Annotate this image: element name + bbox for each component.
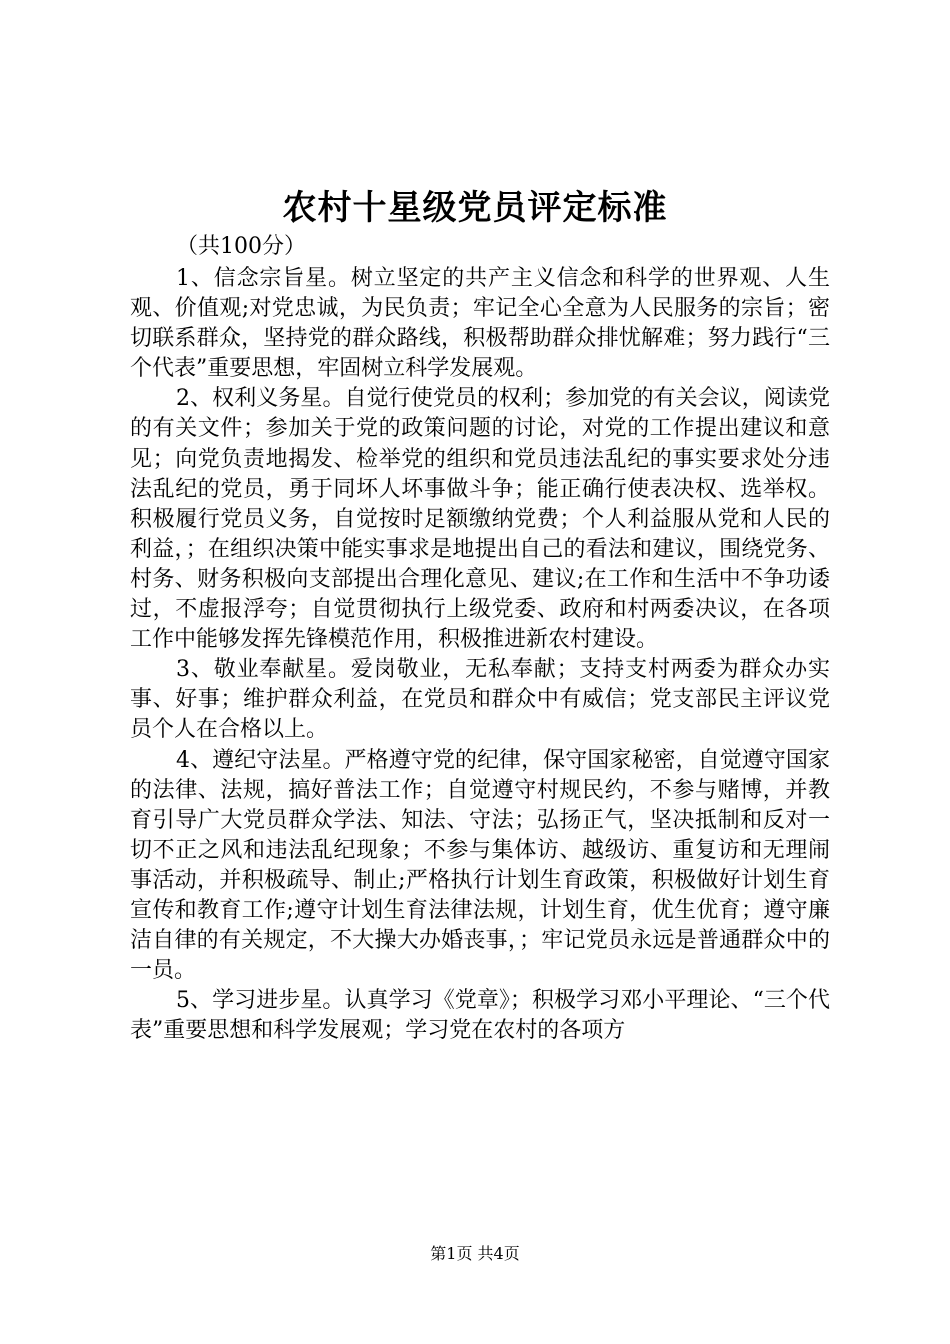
paragraph-learning-star: 5、学习进步星。认真学习《党章》；积极学习邓小平理论、“三个代表”重要思想和科学发展观；学习党在农村的各项方 bbox=[130, 988, 830, 1044]
paragraph-law-abiding-star: 4、遵纪守法星。严格遵守党的纪律，保守国家秘密，自觉遵守国家的法律、法规，搞好普法工作；自觉遵守村规民约，不参与赌博，并教育引导广大党员群众学法、知法、守法；弘扬正气，坚决抵制和反对一切不正之风和违法乱纪现象；不参与集体访、越级访、重复访和无理闹事活动，并积极疏导、制止;严格执行计划生育政策，积极做好计划生育宣传和教育工作;遵守计划生育法律法规，计划生育，优生优育；遵守廉洁自律的有关规定，不大操大办婚丧事，；牢记党员永远是普通群众中的一员。 bbox=[130, 747, 830, 984]
document-body bbox=[130, 264, 830, 1046]
page-title: 农村十星级党员评定标准 bbox=[282, 188, 668, 228]
page-footer: 第1页 共4页 bbox=[430, 1244, 520, 1263]
score-total-note: （共100分） bbox=[176, 234, 306, 259]
paragraph-dedication-star: 3、敬业奉献星。爱岗敬业，无私奉献；支持支村两委为群众办实事、好事；维护群众利益，在党员和群众中有威信；党支部民主评议党员个人在合格以上。 bbox=[130, 657, 830, 743]
paragraph-belief-star: 1、信念宗旨星。树立坚定的共产主义信念和科学的世界观、人生观、价值观;对党忠诚，为民负责；牢记全心全意为人民服务的宗旨；密切联系群众，坚持党的群众路线，积极帮助群众排忧解难；努力践行“三个代表”重要思想，牢固树立科学发展观。 bbox=[130, 266, 830, 382]
paragraph-rights-duties-star: 2、权利义务星。自觉行使党员的权利；参加党的有关会议，阅读党的有关文件；参加关于党的政策问题的讨论，对党的工作提出建议和意见；向党负责地揭发、检举党的组织和党员违法乱纪的事实要求处分违法乱纪的党员，勇于同坏人坏事做斗争；能正确行使表决权、选举权。积极履行党员义务，自觉按时足额缴纳党费；个人利益服从党和人民的利益，；在组织决策中能实事求是地提出自己的看法和建议，围绕党务、村务、财务积极向支部提出合理化意见、建议;在工作和生活中不争功诿过，不虚报浮夸；自觉贯彻执行上级党委、政府和村两委决议，在各项工作中能够发挥先锋模范作用，积极推进新农村建设。 bbox=[130, 386, 830, 653]
